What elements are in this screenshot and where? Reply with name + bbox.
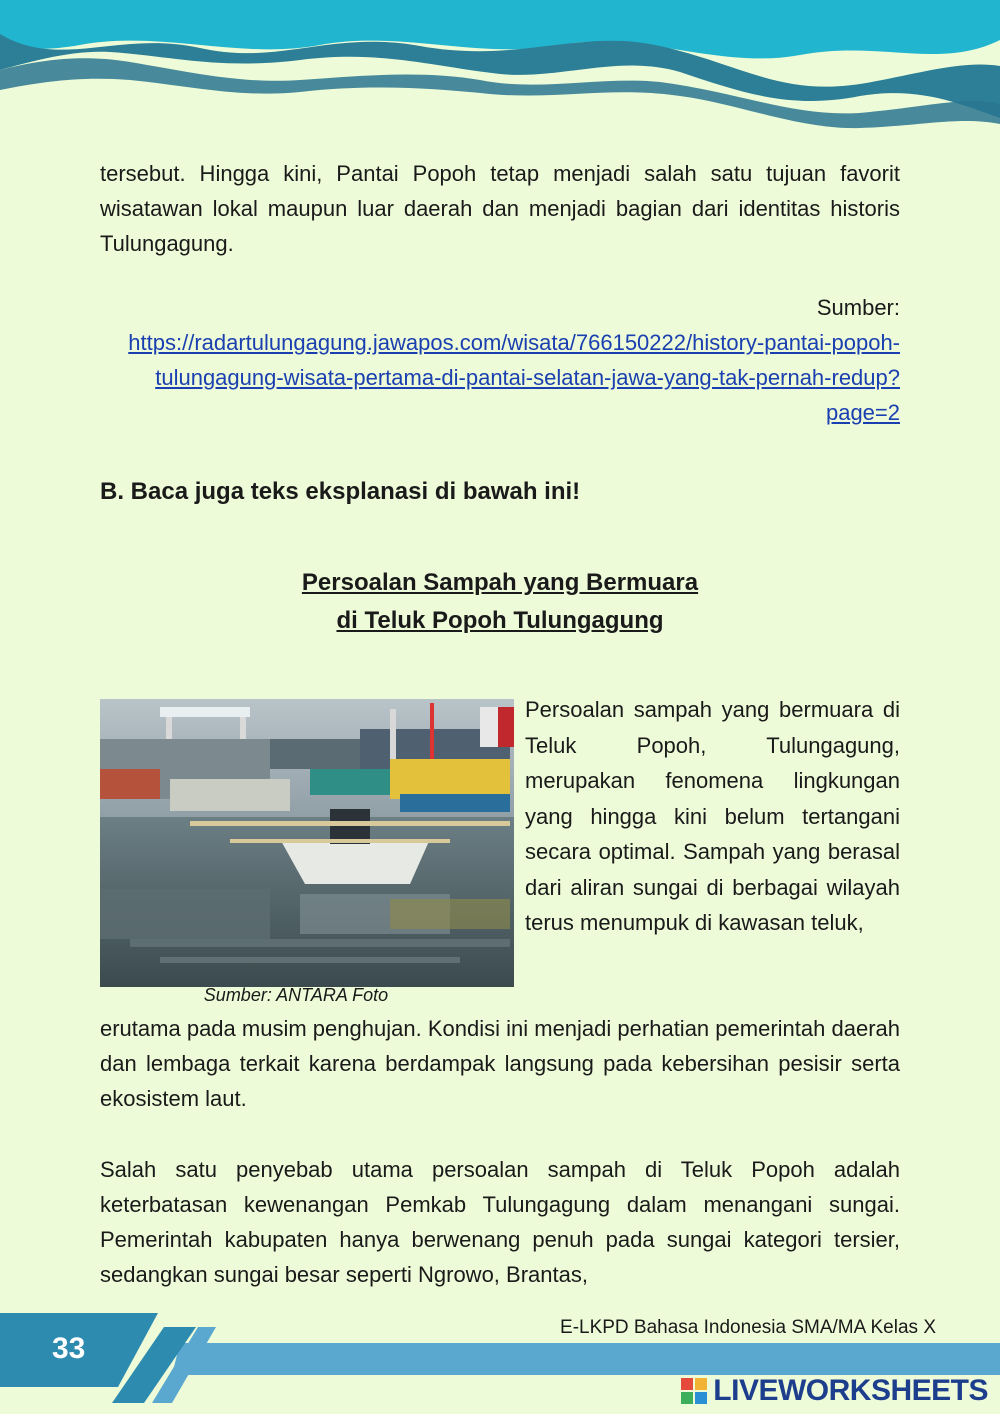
article-title xyxy=(100,564,900,640)
brand-text: LIVEWORKSHEETS xyxy=(713,1374,988,1407)
source-label: Sumber: xyxy=(816,295,900,320)
footer-caption: E-LKPD Bahasa Indonesia SMA/MA Kelas X xyxy=(560,1317,936,1338)
source-link[interactable]: https://radartulungagung.jawapos.com/wisata/766150222/history-pantai-popoh-tulungagung-wisata-pertama-di-pantai-selatan-jawa-yang-tak-pernah-redup?page=2 xyxy=(128,330,900,425)
source-block xyxy=(100,290,900,430)
header-waves xyxy=(0,0,1000,140)
paragraph-2: Salah satu penyebab utama persoalan sampah di Teluk Popoh adalah keterbatasan kewenangan Pemkab Tulungagung dalam menangani sungai. Pemerintah kabupaten hanya berwenang penuh pada sungai kategori tersier, sedangkan sungai besar seperti Ngrowo, Brantas, xyxy=(100,1157,900,1287)
page-number: 33 xyxy=(52,1332,86,1365)
liveworksheets-logo[interactable] xyxy=(681,1374,988,1408)
logo-grid-icon xyxy=(681,1378,707,1404)
continuation-paragraph: erutama pada musim penghujan. Kondisi ini menjadi perhatian pemerintah daerah dan lembaga terkait karena berdampak langsung pada kebersihan pesisir serta ekosistem laut. xyxy=(100,1016,900,1111)
boats-harbor-image xyxy=(100,699,514,987)
article-title-line2: di Teluk Popoh Tulungagung xyxy=(336,607,664,634)
intro-paragraph: tersebut. Hingga kini, Pantai Popoh tetap menjadi salah satu tujuan favorit wisatawan lokal maupun luar daerah dan menjadi bagian dari identitas historis Tulungagung. xyxy=(100,161,900,256)
image-caption: Sumber: ANTARA Foto xyxy=(203,985,389,1005)
side-paragraph: Persoalan sampah yang bermuara di Teluk Popoh, Tulungagung, merupakan fenomena lingkungan yang hingga kini belum tertangani secara optimal. Sampah yang berasal dari aliran sungai di berbagai wilayah terus menumpuk di kawasan teluk, xyxy=(525,697,900,935)
section-b-heading: B. Baca juga teks eksplanasi di bawah ini! xyxy=(100,478,581,505)
article-title-line1: Persoalan Sampah yang Bermuara xyxy=(301,569,699,596)
article-photo xyxy=(100,699,514,987)
